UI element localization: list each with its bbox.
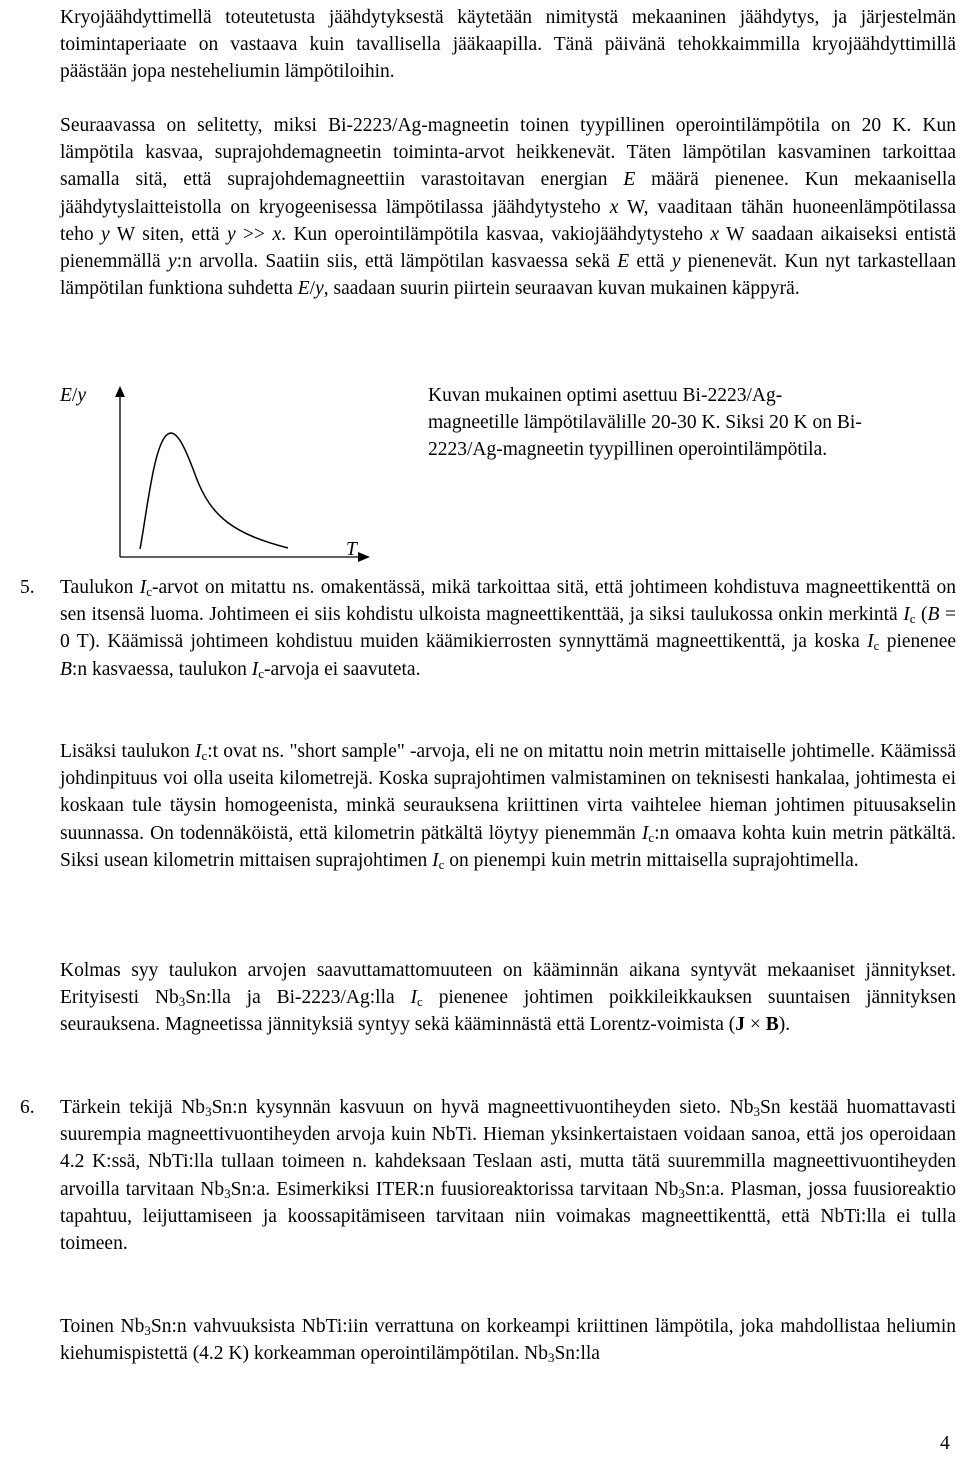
text-run: Sn:n kysynnän kasvuun on hyvä magneettivuontiheyden sieto. Nb bbox=[211, 1097, 754, 1118]
text-run: on pienempi kuin metrin mittaisella suprajohtimella. bbox=[444, 849, 859, 871]
text-run: Lisäksi taulukon bbox=[60, 741, 195, 762]
paragraph-text: Kryojäähdyttimellä toteutetusta jäähdytyksestä käytetään nimitystä mekaaninen jäähdytys, ja järjestelmän toimintaperiaate on vastaava kuin tavallisella jääkaapilla. Tänä päivänä tehokkaimmilla kryojäähdyttimillä päästään jopa nesteheliumin lämpötiloihin. bbox=[60, 7, 956, 83]
list-number: 6. bbox=[20, 1097, 35, 1118]
text-run: Sn kestää huomattavasti suurempia magneettivuontiheyden arvoja kuin NbTi. Hieman yksinkertaistaen voidaan sanoa, että jos operoidaan 4.2 K:ssä, NbTi:lla tullaan toimeen n. kahdeksaan Teslaan asti, mutta tätä suuremmilla magneettivuontiheyden arvoilla tarvitaan Nb bbox=[60, 1097, 956, 1200]
subscript-c: c bbox=[201, 748, 208, 763]
text-run: Sn:a. Esimerkiksi ITER:n fuusioreaktorissa tarvitaan Nb bbox=[230, 1178, 679, 1200]
subscript-c: c bbox=[417, 994, 423, 1010]
paragraph-mechanical-stress bbox=[60, 957, 956, 1039]
text-run: / bbox=[309, 278, 316, 300]
text-run: Seuraavassa on selitetty, miksi Bi-2223/Ag-magneetin toinen tyypillinen operointilämpötila on 20 K. Kun lämpötila kasvaa, suprajohdemagneetin toiminta-arvot heikkenevät. Täten lämpötilan kasvaminen tarkoittaa samalla sitä, että suprajohdemagneettiin varastoitavan energian bbox=[60, 115, 956, 191]
text-run: Toinen Nb bbox=[60, 1316, 145, 1337]
symbol-x: x bbox=[609, 196, 619, 218]
symbol-y: y bbox=[77, 385, 86, 406]
symbol-y: y bbox=[226, 223, 236, 245]
subscript-c: c bbox=[873, 638, 880, 654]
list-number: 5. bbox=[20, 577, 35, 598]
text-run: :t ovat ns. "short sample" -arvoja, eli ne on mitattu noin metrin mittaiselle johtimelle. Käämissä johdinpituus voi olla useita kilometrejä. Koska suprajohtimen valmistaminen on teknisesti hankalaa, johtimesta ei koskaan tule täysin homogeenista, minkä seurauksena kriittinen virta vaihtelee hieman johtimen pituusakselin suunnassa. On todennäköistä, että kilometrin pätkältä löytyy pienemmän bbox=[60, 741, 956, 844]
symbol-I: I bbox=[410, 987, 418, 1009]
text-run: pienenevät. Kun nyt tarkastellaan lämpötilan funktiona suhdetta bbox=[60, 251, 956, 300]
text-run: -arvot on mitattu ns. omakentässä, mikä tarkoittaa sitä, että johtimeen kohdistuva magneettikenttä on sen itsensä luoma. Johtimeen ei siis kohdistu ulkoista magneettikenttää, ja siksi taulukossa onkin merkintä bbox=[60, 577, 956, 626]
symbol-y: y bbox=[101, 223, 110, 245]
symbol-E: E bbox=[297, 278, 310, 300]
text-run: ). bbox=[778, 1014, 791, 1036]
symbol-I: I bbox=[867, 631, 874, 653]
text-run: W saadaan aikaiseksi entistä pienemmällä bbox=[60, 223, 956, 273]
text-run: että bbox=[629, 251, 672, 273]
subscript-c: c bbox=[648, 829, 655, 845]
vector-B: B bbox=[765, 1014, 779, 1036]
subscript-3: 3 bbox=[178, 994, 186, 1010]
paragraph-nb3sn-demand bbox=[60, 1094, 956, 1257]
vector-J: J bbox=[735, 1014, 746, 1036]
text-run: :n kasvaessa, taulukon bbox=[71, 658, 252, 680]
text-run: Kolmas syy taulukon arvojen saavuttamattomuuteen on kääminnän aikana syntyvät mekaaniset jännitykset. Erityisesti Nb bbox=[60, 960, 956, 1009]
paragraph-cryocooler bbox=[60, 4, 956, 86]
symbol-y: y bbox=[671, 251, 681, 273]
y-axis-arrowhead bbox=[115, 386, 125, 397]
subscript-3: 3 bbox=[547, 1350, 555, 1366]
subscript-3: 3 bbox=[224, 1185, 231, 1201]
symbol-I: I bbox=[139, 577, 147, 598]
cross-product-sign: × bbox=[745, 1014, 766, 1036]
subscript-c: c bbox=[146, 584, 152, 599]
paragraph-critical-temperature bbox=[60, 1313, 956, 1367]
paragraph-operating-temperature bbox=[60, 112, 956, 302]
text-run: :n arvolla. Saatiin siis, että lämpötilan kasvaessa sekä bbox=[176, 251, 618, 273]
subscript-c: c bbox=[438, 856, 445, 872]
symbol-x: x bbox=[710, 223, 720, 245]
text-run: Sn:n vahvuuksista NbTi:iin verrattuna on korkeampi kriittinen lämpötila, joka mahdollistaa heliumin kiehumispistettä (4.2 K) korkeamman operointilämpötilan. Nb bbox=[60, 1316, 956, 1365]
x-axis-label bbox=[346, 536, 357, 563]
paragraph-short-sample bbox=[60, 738, 956, 874]
y-axis-label bbox=[60, 382, 86, 409]
subscript-c: c bbox=[258, 665, 264, 681]
symbol-I: I bbox=[194, 741, 202, 762]
subscript-3: 3 bbox=[678, 1185, 685, 1201]
text-run: >> bbox=[235, 223, 273, 245]
subscript-3: 3 bbox=[144, 1323, 151, 1338]
curve-sketch bbox=[60, 382, 390, 572]
symbol-B: B bbox=[927, 604, 940, 626]
text-run: -arvoja ei saavuteta. bbox=[264, 658, 421, 680]
symbol-T: T bbox=[346, 539, 357, 560]
text-run: , saadaan suurin piirtein seuraavan kuvan mukainen käppyrä. bbox=[323, 278, 800, 300]
text-run: Sn:lla ja Bi-2223/Ag:lla bbox=[185, 987, 411, 1009]
text-run: pienenee bbox=[879, 631, 957, 653]
symbol-B: B bbox=[60, 658, 72, 680]
symbol-E: E bbox=[60, 385, 72, 406]
symbol-E: E bbox=[623, 169, 636, 191]
paragraph-self-field bbox=[60, 574, 956, 683]
symbol-I: I bbox=[251, 658, 259, 680]
text-run: = 0 T). Käämissä johtimeen kohdistuu muiden käämikierrosten synnyttämä magneettikenttä, ja koska bbox=[60, 604, 956, 653]
text-run: W, vaaditaan tähän huoneenlämpötilassa teho bbox=[60, 196, 956, 245]
e-over-y-curve bbox=[140, 433, 288, 549]
page-number: 4 bbox=[940, 1433, 950, 1454]
symbol-I: I bbox=[903, 604, 910, 626]
text-run: Tärkein tekijä Nb bbox=[60, 1097, 206, 1118]
text-run: :n omaava kohta kuin metrin pätkältä. Siksi usean kilometrin mittaisen suprajohtimen bbox=[60, 822, 956, 871]
subscript-3: 3 bbox=[205, 1104, 212, 1119]
text-run: ( bbox=[915, 604, 928, 626]
text-run: Taulukon bbox=[60, 577, 140, 598]
figure-e-over-y-curve bbox=[60, 382, 956, 572]
text-run: pienenee johtimen poikkileikkauksen suuntaisen jännityksen seurauksena. Magneetissa jännityksiä syntyy sekä kääminnästä että Lorentz-voimista ( bbox=[60, 987, 956, 1036]
text-run: . Kun operointilämpötila kasvaa, vakiojäähdytysteho bbox=[281, 223, 711, 245]
symbol-E: E bbox=[617, 251, 630, 273]
slash: / bbox=[71, 385, 78, 406]
figure-caption: Kuvan mukainen optimi asettuu Bi-2223/Ag-magneetille lämpötilavälille 20-30 K. Siksi 20 K on Bi-2223/Ag-magneetin tyypillinen operointilämpötila. bbox=[428, 385, 862, 461]
text-run: Sn:a. Plasman, jossa fuusioreaktio tapahtuu, leijuttamiseen ja koossapitämiseen tarvitaan niin voimakas magneettikenttä, että NbTi:lla ei tulla toimeen. bbox=[60, 1178, 957, 1255]
text-run: W siten, että bbox=[109, 223, 227, 245]
subscript-3: 3 bbox=[753, 1104, 760, 1119]
symbol-y: y bbox=[315, 278, 324, 300]
text-run: määrä pienenee. Kun mekaanisella jäähdytyslaitteistolla on kryogeenisessa lämpötilassa jäähdytysteho bbox=[60, 169, 957, 218]
symbol-I: I bbox=[432, 849, 439, 871]
x-axis-arrowhead bbox=[358, 552, 370, 562]
subscript-c: c bbox=[909, 611, 916, 627]
text-run: Sn:lla bbox=[554, 1343, 600, 1365]
symbol-I: I bbox=[641, 822, 649, 844]
symbol-y: y bbox=[168, 251, 177, 273]
symbol-x: x bbox=[272, 223, 282, 245]
